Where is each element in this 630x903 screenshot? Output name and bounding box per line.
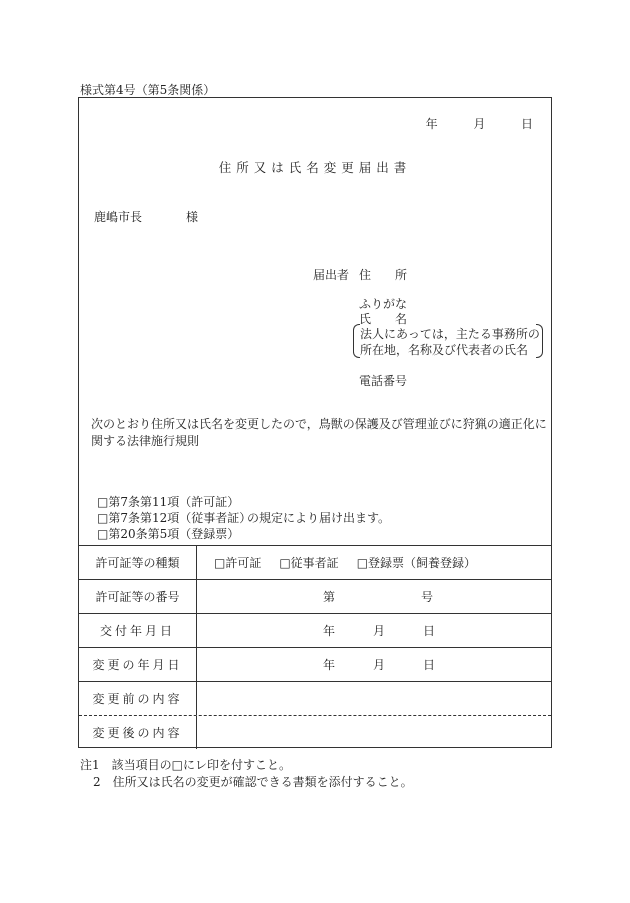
furigana-label: ふりがな	[359, 297, 408, 311]
form-number: 様式第4号（第5条関係）	[80, 83, 216, 97]
form-title: 住所又は氏名変更届出書	[218, 160, 412, 175]
rule-list	[97, 494, 391, 542]
rule-option-permit[interactable]: □第7条第11項（許可証）	[97, 495, 240, 509]
issue-date-value[interactable]	[197, 614, 551, 647]
rule-option-worker[interactable]: □第7条第12項（従事者証）	[97, 511, 252, 525]
phone-label: 電話番号	[359, 374, 408, 388]
note-2: 2 住所又は氏名の変更が確認できる書類を添付すること。	[93, 775, 413, 789]
table-row	[79, 716, 551, 749]
bracket-right	[536, 324, 543, 358]
body-text: 次のとおり住所又は氏名を変更したので，鳥獣の保護及び管理並びに狩猟の適正化に関する法律施行規則	[91, 417, 547, 448]
number-prefix: 第	[323, 590, 336, 604]
after-value[interactable]	[197, 716, 551, 749]
note-1: 注1 該当項目の□にレ印を付すこと。	[80, 758, 291, 772]
notes	[80, 757, 413, 791]
before-label: 変更前の内容	[79, 682, 197, 715]
addressee-name: 鹿嶋市長	[94, 210, 143, 224]
table-row	[79, 580, 551, 614]
date-year: 年	[425, 117, 438, 131]
bracket-left	[353, 324, 360, 358]
table-row	[79, 614, 551, 648]
date-line	[426, 115, 533, 132]
applicant-label: 届出者	[313, 268, 350, 282]
before-value[interactable]	[197, 682, 551, 715]
address-label: 住 所	[359, 268, 408, 282]
details-table	[79, 545, 551, 749]
corporate-note-line-1: 法人にあっては，主たる事務所の	[360, 327, 540, 341]
corporate-note	[353, 324, 543, 358]
issue-year: 年	[323, 624, 336, 638]
type-option-registration[interactable]: □登録票（飼養登録）	[356, 556, 477, 570]
rule-suffix: の規定により届け出ます。	[247, 511, 391, 525]
name-label: 氏 名	[359, 312, 408, 326]
type-options	[197, 546, 551, 579]
date-day: 日	[520, 117, 533, 131]
table-row	[79, 682, 551, 716]
after-label: 変更後の内容	[79, 716, 197, 749]
change-date-value[interactable]	[197, 648, 551, 681]
issue-date-label: 交付年月日	[79, 614, 197, 647]
number-suffix: 号	[421, 590, 434, 604]
change-date-label: 変更の年月日	[79, 648, 197, 681]
form-frame	[78, 97, 552, 748]
change-day: 日	[423, 658, 436, 672]
change-year: 年	[323, 658, 336, 672]
rule-option-registration[interactable]: □第20条第5項（登録票）	[97, 527, 240, 541]
table-row	[79, 648, 551, 682]
type-option-permit[interactable]: □許可証	[214, 556, 262, 570]
date-month: 月	[473, 117, 486, 131]
addressee-honorific: 様	[186, 210, 199, 224]
number-value[interactable]	[197, 580, 551, 613]
addressee	[94, 208, 198, 225]
type-label: 許可証等の種類	[79, 546, 197, 579]
corporate-note-line-2: 所在地，名称及び代表者の氏名	[360, 343, 529, 357]
issue-month: 月	[373, 624, 386, 638]
table-row	[79, 546, 551, 580]
change-month: 月	[373, 658, 386, 672]
type-option-worker[interactable]: □従事者証	[279, 556, 339, 570]
number-label: 許可証等の番号	[79, 580, 197, 613]
issue-day: 日	[423, 624, 436, 638]
